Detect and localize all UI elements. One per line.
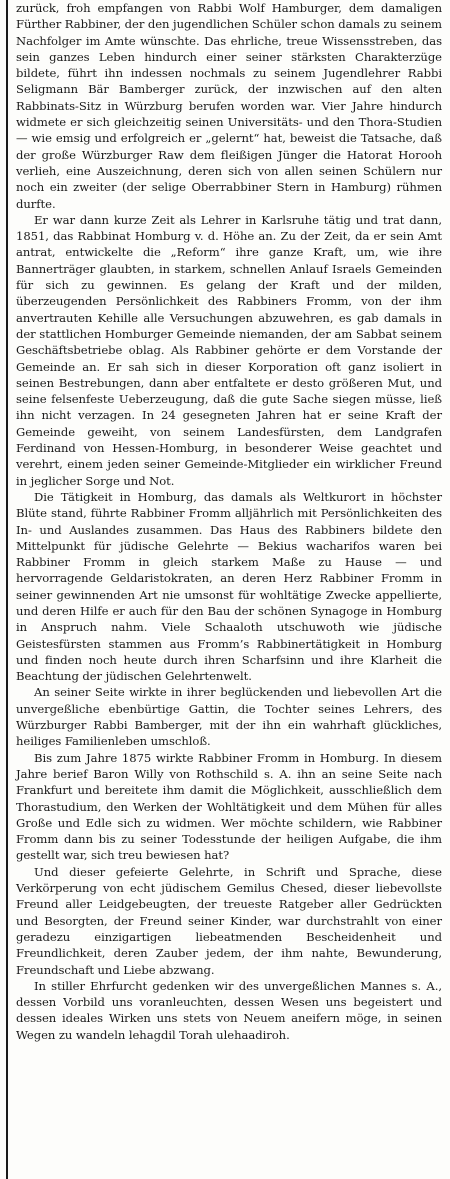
column-rule [6, 0, 8, 1179]
article-paragraph-4: An seiner Seite wirkte in ihrer beglückenden und liebevollen Art die unvergeßliche ebenbürtige Gattin, die Tochter seines Lehrers, des Würzburger Rabbi Bamberger, mit der ihn ein wahrhaft glückliches, heiliges Familienleben umschloß. [16, 685, 442, 749]
article-paragraph-2: Er war dann kurze Zeit als Lehrer in Karlsruhe tätig und trat dann, 1851, das Rabbinat Homburg v. d. Höhe an. Zu der Zeit, da er sein Amt antrat, entwickelte die „Reform“ ihre ganze Kraft, um, wie ihre Bannerträger glaubten, in starkem, schnellen Anlauf Israels Gemeinden für sich zu gewinnen. Es gelang der Kraft und der milden, überzeugenden Persönlichkeit des Rabbiners Fromm, von der ihm anvertrauten Kehille alle Versuchungen abzuwehren, es gab damals in der stattlichen Homburger Gemeinde niemanden, der am Sabbat seinem Geschäftsbetriebe oblag. Als Rabbiner gehörte er dem Vorstande der Gemeinde an. Er sah sich in dieser Korporation oft ganz isoliert in seinen Bestrebungen, dann aber entfaltete er desto größeren Mut, und seine felsenfeste Ueberzeugung, daß die gute Sache siegen müsse, ließ ihn nicht verzagen. In 24 gesegneten Jahren hat er seine Kraft der Gemeinde geweiht, von seinem Landesfürsten, dem Landgrafen Ferdinand von Hessen-Homburg, in besonderer Weise geachtet und verehrt, einem jeden seiner Gemeinde-Mitglieder ein wirklicher Freund in jeglicher Sorge und Not. [16, 212, 442, 488]
article-paragraph-5: Bis zum Jahre 1875 wirkte Rabbiner Fromm in Homburg. In diesem Jahre berief Baron Willy von Rothschild s. A. ihn an seine Seite nach Frankfurt und bereitete ihm damit die Möglichkeit, ausschließlich dem Thorastudium, den Werken der Wohltätigkeit und dem Mühen für alles Große und Edle sich zu widmen. Wer möchte schildern, wie Rabbiner Fromm dann bis zu seiner Todesstunde der heiligen Aufgabe, die ihm gestellt war, sich treu bewiesen hat? [16, 750, 442, 863]
article-paragraph-7: In stiller Ehrfurcht gedenken wir des unvergeßlichen Mannes s. A., dessen Vorbild uns voranleuchten, dessen Wesen uns begeistert und dessen ideales Wirken uns stets von Neuem aneifern möge, in seinen Wegen zu wandeln lehagdil Torah ulehaadiroh. [16, 978, 442, 1042]
article-paragraph-1: zurück, froh empfangen von Rabbi Wolf Hamburger, dem damaligen Fürther Rabbiner, der den jugendlichen Schüler schon damals zu seinem Nachfolger im Amte wünschte. Das ehrliche, treue Wissensstreben, das sein ganzes Leben hindurch einer seiner stärksten Charakterzüge bildete, führt ihn indessen nochmals zu seinem Jugendlehrer Rabbi Seligmann Bär Bamberger zurück, der inzwischen auf den alten Rabbinats-Sitz in Würzburg berufen worden war. Vier Jahre hindurch widmete er sich gleichzeitig seinen Universitäts- und den Thora-Studien — wie emsig und erfolgreich er „gelernt“ hat, beweist die Tatsache, daß der große Würzburger Raw dem fleißigen Jünger die Hatorat Horooh verlieh, eine Auszeichnung, deren sich von allen seinen Schülern nur noch ein zweiter (der selige Oberrabbiner Stern in Hamburg) rühmen durfte. [16, 1, 442, 211]
article-paragraph-3: Die Tätigkeit in Homburg, das damals als Weltkurort in höchster Blüte stand, führte Rabbiner Fromm alljährlich mit Persönlichkeiten des In- und Auslandes zusammen. Das Haus des Rabbiners bildete den Mittelpunkt für jüdische Gelehrte — Bekius wacharifos waren bei Rabbiner Fromm in gleich starkem Maße zu Hause — und hervorragende Geldaristokraten, an deren Herz Rabbiner Fromm in seiner gewinnenden Art nie umsonst für wohltätige Zwecke appellierte, und deren Hilfe er auch für den Bau der schönen Synagoge in Homburg in Anspruch nahm. Viele Schaaloth utschuwoth wie jüdische Geistesfürsten stammen aus Fromm’s Rabbinertätigkeit in Homburg und finden noch heute durch ihren Scharfsinn und ihre Klarheit die Beachtung der jüdischen Gelehrtenwelt. [16, 489, 442, 684]
obituary-article [16, 0, 442, 1043]
article-paragraph-6: Und dieser gefeierte Gelehrte, in Schrift und Sprache, diese Verkörperung von echt jüdischem Gemilus Chesed, dieser liebevollste Freund aller Leidgebeugten, der treueste Ratgeber aller Gedrückten und Besorgten, der Freund seiner Kinder, war durchstrahlt von einer geradezu einzigartigen liebeatmenden Bescheidenheit und Freundlichkeit, deren Zauber jedem, der ihm nahte, Bewunderung, Freundschaft und Liebe abzwang. [16, 864, 442, 977]
